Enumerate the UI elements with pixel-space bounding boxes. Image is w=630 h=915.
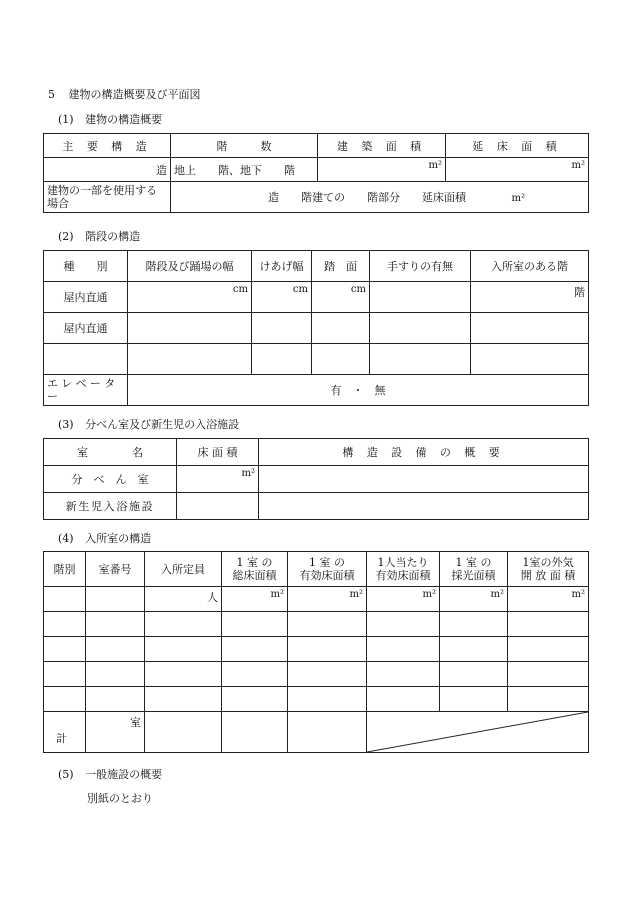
elevator-value[interactable]: 有 ・ 無	[128, 375, 589, 406]
tread-cell[interactable]	[312, 344, 370, 375]
s4-heading	[58, 530, 151, 546]
table-row	[44, 637, 589, 662]
s3-title: 分べん室及び新生児の入浴施設	[85, 418, 240, 431]
width-cell[interactable]	[128, 344, 252, 375]
header-facility-overview: 構 造 設 備 の 概 要	[259, 439, 589, 466]
table-row	[44, 282, 589, 313]
handrail-cell[interactable]	[370, 282, 471, 313]
floor-cell[interactable]	[44, 587, 86, 612]
header-tread: 踏 面	[312, 251, 370, 282]
room-name: 分 べ ん 室	[44, 466, 177, 493]
room-floor-cell[interactable]: 階	[471, 282, 589, 313]
partial-use-label: 建物の一部を使用する場合	[44, 182, 171, 213]
s4-title: 入所室の構造	[85, 532, 152, 545]
effective-area-cell[interactable]	[288, 687, 367, 712]
delivery-room-table	[43, 438, 589, 520]
total-capacity-cell[interactable]	[145, 712, 222, 753]
s2-title: 階段の構造	[85, 230, 141, 243]
stairs-table	[43, 250, 589, 406]
room-floor-cell[interactable]	[471, 344, 589, 375]
stair-type: 屋内直通	[44, 282, 128, 313]
total-area-cell[interactable]	[222, 687, 288, 712]
patient-room-table	[43, 551, 589, 753]
lighting-area-cell[interactable]	[440, 637, 508, 662]
s5-label: (5)	[58, 768, 74, 781]
s4-label: (4)	[58, 532, 74, 545]
s1-label: (1)	[58, 113, 74, 126]
per-person-area-cell[interactable]	[367, 637, 440, 662]
floors-cell[interactable]: 地上 階、地下 階	[171, 158, 318, 182]
total-room-count[interactable]: 室	[86, 712, 145, 753]
facility-cell[interactable]	[259, 493, 589, 520]
handrail-cell[interactable]	[370, 313, 471, 344]
s5-heading	[58, 766, 162, 782]
floor-cell[interactable]	[44, 612, 86, 637]
ventilation-area-cell[interactable]: m²	[508, 587, 589, 612]
total-floor-area-cell[interactable]: m²	[446, 158, 589, 182]
ventilation-area-cell[interactable]	[508, 637, 589, 662]
total-diagonal-cell	[367, 712, 589, 753]
table-row	[44, 344, 589, 375]
table-row	[44, 587, 589, 612]
header-type: 種 別	[44, 251, 128, 282]
per-person-area-cell[interactable]: m²	[367, 587, 440, 612]
effective-area-cell[interactable]: m²	[288, 587, 367, 612]
header-effective-area: 1 室 の 有効床面積	[288, 552, 367, 587]
table-row	[44, 313, 589, 344]
header-floors: 階 数	[171, 134, 318, 158]
s3-label: (3)	[58, 418, 74, 431]
header-handrail: 手すりの有無	[370, 251, 471, 282]
room-number-cell[interactable]	[86, 587, 145, 612]
per-person-area-cell[interactable]	[367, 612, 440, 637]
building-area-cell[interactable]: m²	[318, 158, 446, 182]
s1-heading	[58, 111, 162, 127]
partial-use-cell[interactable]	[171, 182, 589, 213]
capacity-cell[interactable]	[145, 612, 222, 637]
width-cell[interactable]	[128, 313, 252, 344]
table-row	[44, 612, 589, 637]
width-cell[interactable]: cm	[128, 282, 252, 313]
s2-label: (2)	[58, 230, 74, 243]
lighting-area-cell[interactable]	[440, 662, 508, 687]
header-capacity: 入所定員	[145, 552, 222, 587]
table-row	[44, 687, 589, 712]
floor-area-cell[interactable]: m²	[177, 466, 259, 493]
section-title: 建物の構造概要及び平面図	[68, 88, 201, 101]
total-row	[44, 712, 589, 753]
header-room-name: 室 名	[44, 439, 177, 466]
s2-heading	[58, 228, 140, 244]
per-person-area-cell[interactable]	[367, 687, 440, 712]
rise-cell[interactable]	[252, 344, 312, 375]
header-room-floor: 入所室のある階	[471, 251, 589, 282]
total-area-cell[interactable]	[222, 637, 288, 662]
s1-title: 建物の構造概要	[85, 113, 163, 126]
s3-heading	[58, 416, 239, 432]
floor-cell[interactable]	[44, 687, 86, 712]
stair-type[interactable]	[44, 344, 128, 375]
header-width: 階段及び踊場の幅	[128, 251, 252, 282]
building-structure-table	[43, 133, 589, 213]
partial-use-unit: m²	[511, 193, 525, 204]
table-row	[44, 662, 589, 687]
floor-cell[interactable]	[44, 662, 86, 687]
s5-title: 一般施設の概要	[85, 768, 163, 781]
ventilation-area-cell[interactable]	[508, 612, 589, 637]
tread-cell[interactable]: cm	[312, 282, 370, 313]
header-floor: 階別	[44, 552, 86, 587]
table-row	[44, 493, 589, 520]
room-floor-cell[interactable]	[471, 313, 589, 344]
section-number: 5	[48, 88, 55, 101]
effective-area-cell[interactable]	[288, 637, 367, 662]
room-number-cell[interactable]	[86, 687, 145, 712]
table-row	[44, 466, 589, 493]
total-area-sum-cell[interactable]	[222, 712, 288, 753]
lighting-area-cell[interactable]: m²	[440, 587, 508, 612]
room-number-cell[interactable]	[86, 612, 145, 637]
room-number-cell[interactable]	[86, 662, 145, 687]
capacity-cell[interactable]	[145, 637, 222, 662]
header-ventilation-area: 1室の外気 開 放 面 積	[508, 552, 589, 587]
handrail-cell[interactable]	[370, 344, 471, 375]
partial-use-text: 造 階建ての 階部分 延床面積	[268, 191, 466, 204]
capacity-cell[interactable]	[145, 687, 222, 712]
s5-note: 別紙のとおり	[87, 792, 153, 805]
effective-area-sum-cell[interactable]	[288, 712, 367, 753]
header-main-structure: 主 要 構 造	[44, 134, 171, 158]
room-number-cell[interactable]	[86, 637, 145, 662]
ventilation-area-cell[interactable]	[508, 662, 589, 687]
rise-cell[interactable]: cm	[252, 282, 312, 313]
structure-cell[interactable]: 造	[44, 158, 171, 182]
lighting-area-cell[interactable]	[440, 687, 508, 712]
total-area-cell[interactable]: m²	[222, 587, 288, 612]
header-total-area: 1 室 の 総床面積	[222, 552, 288, 587]
total-area-cell[interactable]	[222, 662, 288, 687]
effective-area-cell[interactable]	[288, 612, 367, 637]
header-rise: けあげ幅	[252, 251, 312, 282]
lighting-area-cell[interactable]	[440, 612, 508, 637]
header-total-floor-area: 延 床 面 積	[446, 134, 589, 158]
capacity-cell[interactable]: 人	[145, 587, 222, 612]
diagonal-line	[367, 712, 588, 752]
per-person-area-cell[interactable]	[367, 662, 440, 687]
effective-area-cell[interactable]	[288, 662, 367, 687]
header-lighting-area: 1 室 の 採光面積	[440, 552, 508, 587]
tread-cell[interactable]	[312, 313, 370, 344]
capacity-cell[interactable]	[145, 662, 222, 687]
header-per-person-area: 1人当たり 有効床面積	[367, 552, 440, 587]
header-room-number: 室番号	[86, 552, 145, 587]
elevator-label: エレベーター	[44, 375, 128, 406]
rise-cell[interactable]	[252, 313, 312, 344]
floor-area-cell[interactable]	[177, 493, 259, 520]
stair-type: 屋内直通	[44, 313, 128, 344]
total-label: 計	[44, 712, 86, 753]
section-heading	[48, 86, 201, 102]
floor-cell[interactable]	[44, 637, 86, 662]
facility-cell[interactable]	[259, 466, 589, 493]
ventilation-area-cell[interactable]	[508, 687, 589, 712]
room-name: 新生児入浴施設	[44, 493, 177, 520]
header-building-area: 建 築 面 積	[318, 134, 446, 158]
header-floor-area: 床 面 積	[177, 439, 259, 466]
total-area-cell[interactable]	[222, 612, 288, 637]
